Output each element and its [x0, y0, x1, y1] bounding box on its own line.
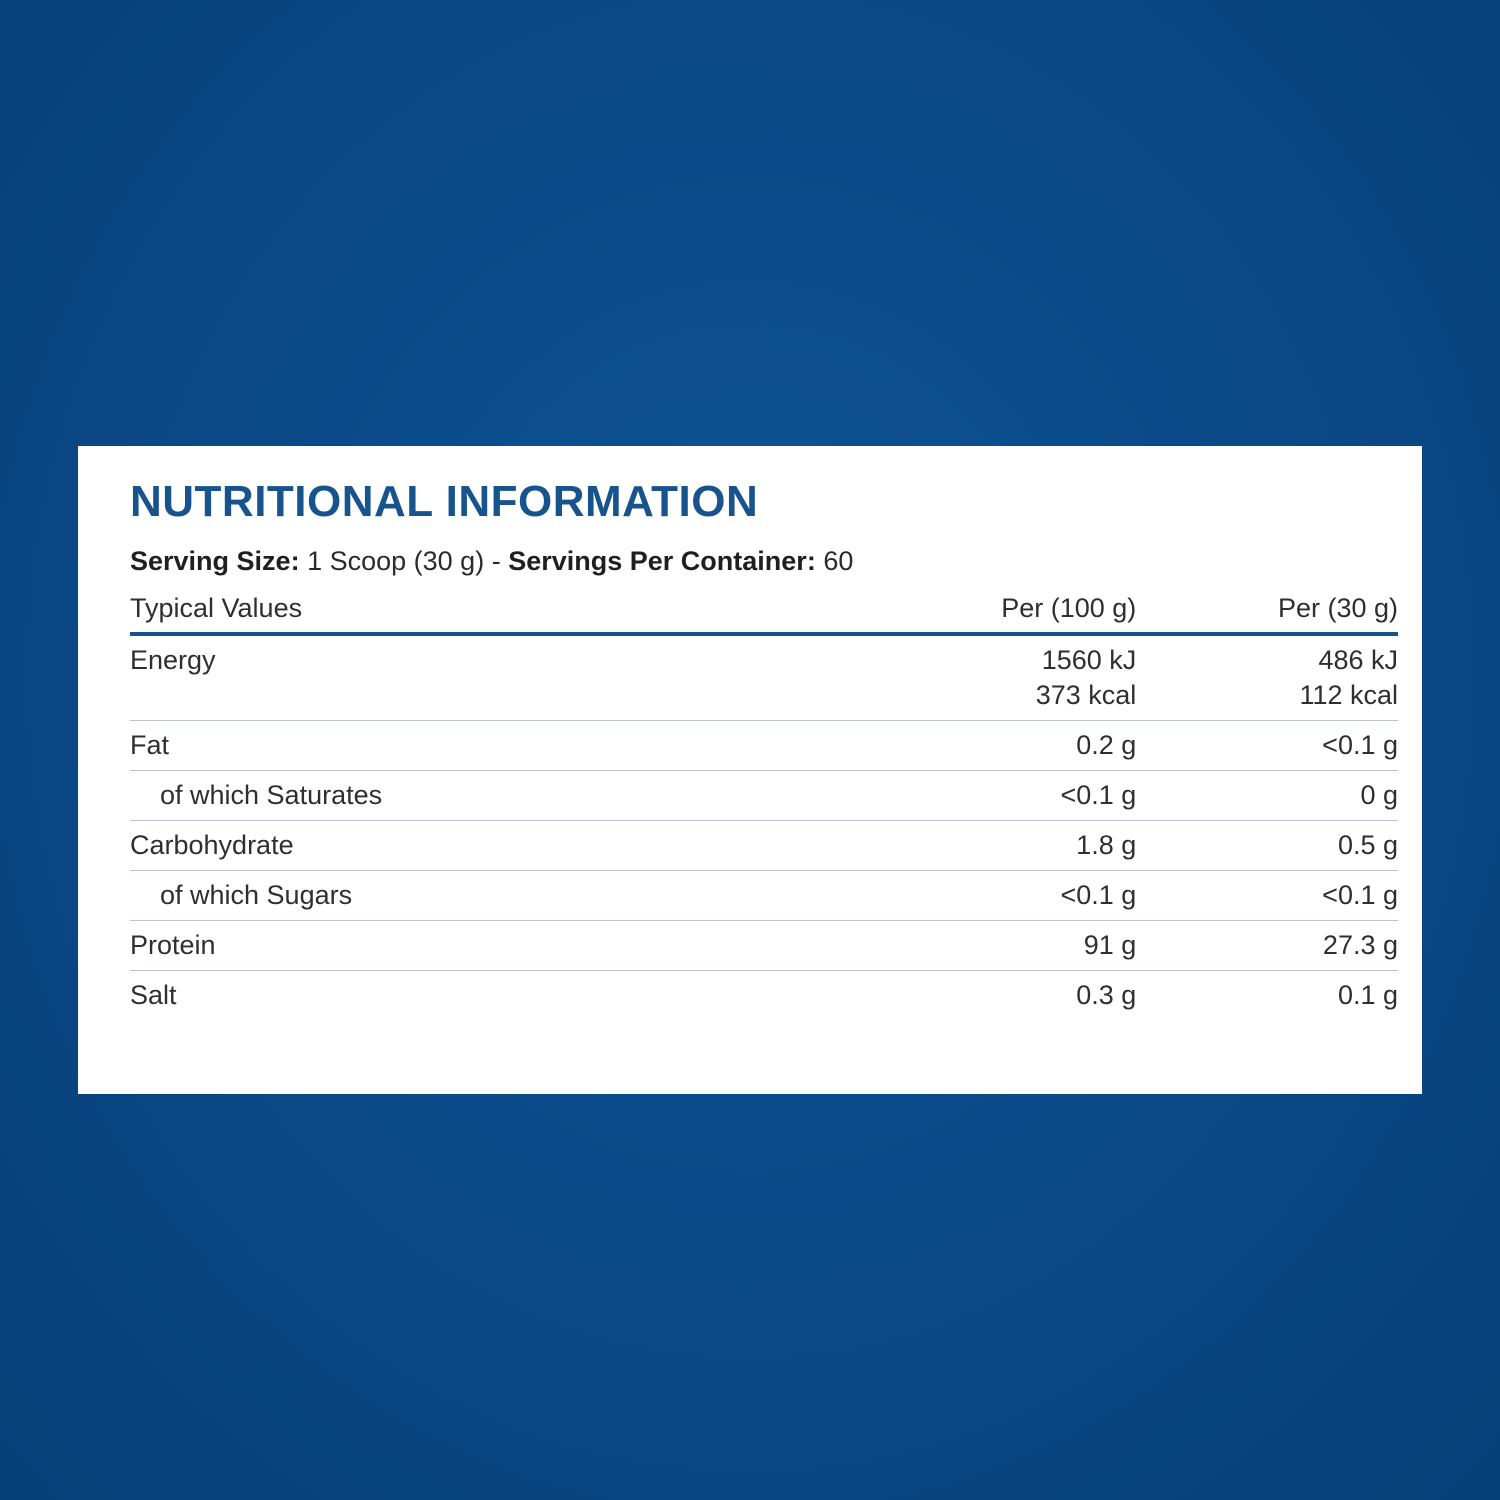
header-per-100g: Per (100 g) [1001, 593, 1137, 623]
table-row [130, 634, 1398, 678]
row-value-100g: 1560 kJ [1041, 645, 1137, 675]
serving-information [130, 546, 1392, 577]
row-label: Carbohydrate [130, 821, 843, 871]
row-value-100g: 0.2 g [843, 721, 1136, 771]
row-value-30g: <0.1 g [1136, 871, 1398, 921]
row-value-30g: 0.5 g [1136, 821, 1398, 871]
row-label: Protein [130, 921, 843, 971]
nutrition-table [130, 593, 1398, 1020]
table-row [130, 971, 1398, 1021]
table-row [130, 871, 1398, 921]
row-value-30g: 0.1 g [1337, 980, 1398, 1010]
row-value-100g: 91 g [843, 921, 1136, 971]
table-row [130, 821, 1398, 871]
row-value-30g: 486 kJ [1318, 645, 1398, 675]
row-label: Salt [130, 980, 177, 1010]
serving-size-label: Serving Size: [130, 546, 300, 576]
row-value-30g: <0.1 g [1136, 721, 1398, 771]
row-value-100g: <0.1 g [843, 771, 1136, 821]
servings-per-container-label: Servings Per Container: [508, 546, 816, 576]
table-header-row [130, 593, 1398, 634]
nutrition-panel [78, 446, 1422, 1094]
header-per-30g: Per (30 g) [1277, 593, 1398, 623]
row-label [130, 678, 843, 721]
row-value-30g: 27.3 g [1136, 921, 1398, 971]
table-row [130, 921, 1398, 971]
row-value-100g: 0.3 g [1076, 980, 1137, 1010]
serving-size-value: 1 Scoop (30 g) [307, 546, 485, 576]
table-row [130, 771, 1398, 821]
table-row [130, 721, 1398, 771]
row-value-30g: 112 kcal [1136, 678, 1398, 721]
row-value-100g: 373 kcal [843, 678, 1136, 721]
row-value-30g: 0 g [1136, 771, 1398, 821]
row-value-100g: <0.1 g [843, 871, 1136, 921]
table-row [130, 678, 1398, 721]
row-value-100g: 1.8 g [843, 821, 1136, 871]
header-typical-values: Typical Values [130, 593, 303, 623]
row-label: of which Sugars [130, 871, 843, 921]
row-label: Fat [130, 721, 843, 771]
row-label: Energy [130, 645, 216, 675]
page-title: NUTRITIONAL INFORMATION [130, 477, 759, 526]
row-label: of which Saturates [130, 771, 843, 821]
servings-per-container-value: 60 [823, 546, 854, 576]
serving-separator: - [491, 546, 501, 576]
